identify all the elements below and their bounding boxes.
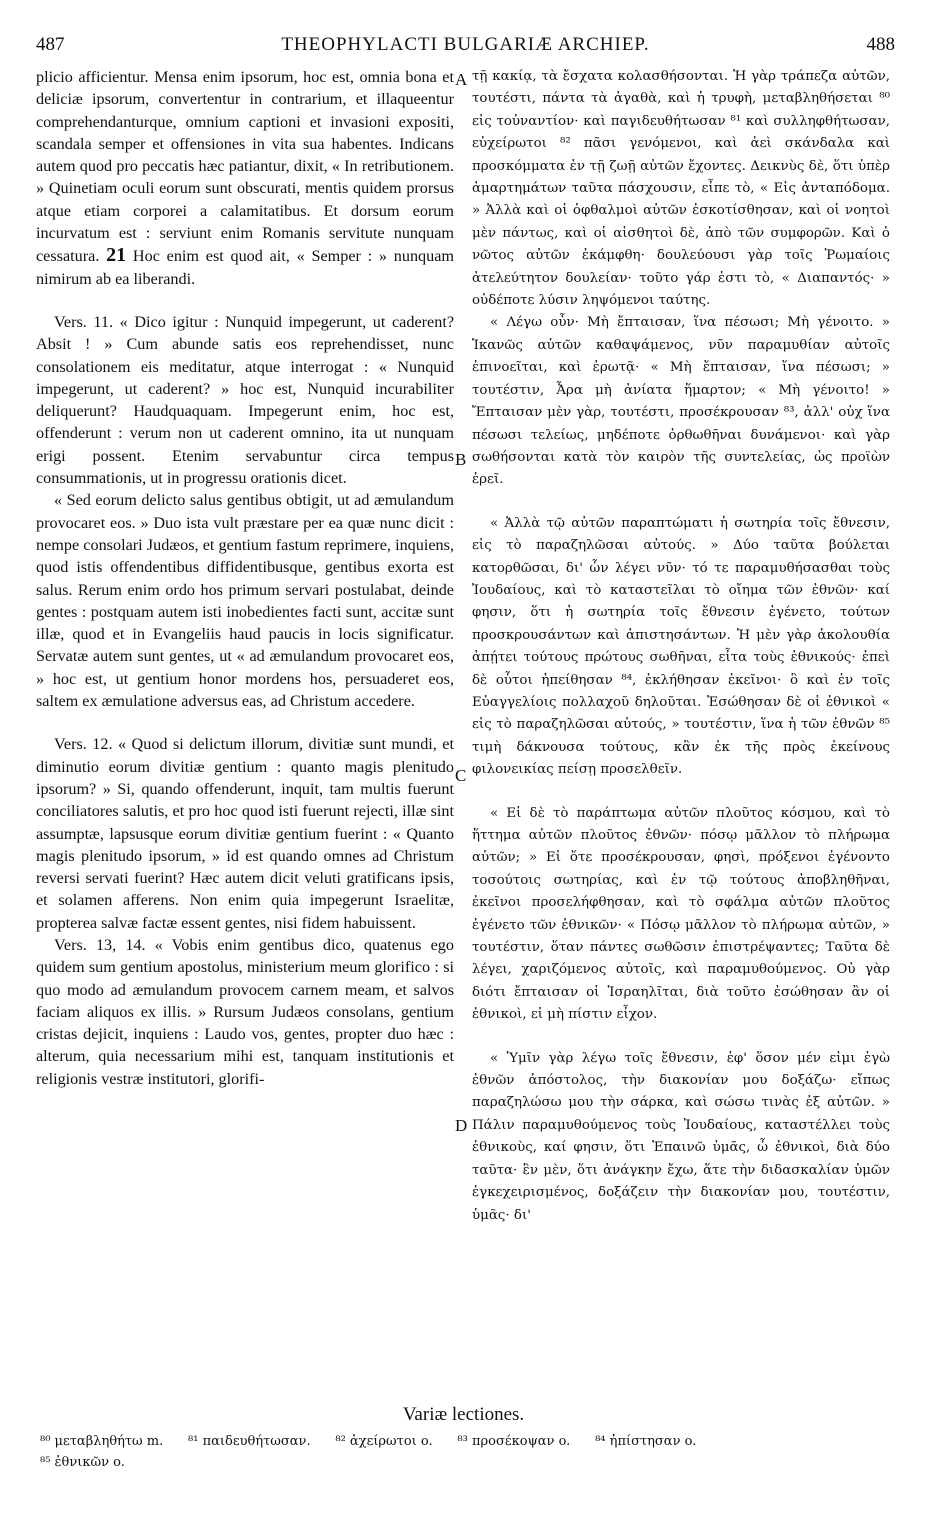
greek-paragraph: « Λέγω οὖν· Μὴ ἔπταισαν, ἵνα πέσωσι; Μὴ γένοιτο. » Ἱκανῶς αὐτῶν καθαψάμενος, νῦν παραμυθίαν αὐτοῖς ἐπινοεῖται, καὶ ἐρωτᾷ· « Μὴ ἔπταισαν, ἵνα πέσωσι; » τουτέστιν, Ἆρα μὴ ἀνίατα ἥμαρτον; « Μὴ γένοιτο! » Ἔπταισαν μὲν γὰρ, τουτέστι, προσέκρουσαν ⁸³, ἀλλ' οὐχ ἵνα πέσωσι τελείως, μηδέποτε ὀρθωθῆναι δυνάμενοι· καὶ γὰρ σωθήσονται κατὰ τὸν καιρὸν τῆς συντελείας, ὡς προϊὼν ἐρεῖ. <box>472 315 890 488</box>
greek-column <box>472 66 890 1227</box>
margin-letter-d: D <box>455 1116 468 1135</box>
latin-paragraph: « Sed eorum delicto salus gentibus obtigit, ut ad æmulandum provocaret eos. » Duo ista vult præstare per ea quæ nunc dicit : nempe consolari Judæos, et gentium fastum reprimere, inquiens, quod istis offendentibus diffidentibusque, gentibus exorta est salus. Rerum enim ordo hos primum servari postulabat, deinde gentes : postquam autem isti inobedientes facti sunt, accitæ sunt illæ, quod et in Evangeliis haud paucis in locis significatur. Servatæ autem sunt gentes, ut « ad æmulandum provocaret eos, » hoc est, ut gentium honor mordens hos, persuaderet eos, saltem ex æmulatione adversus eas, ad Christum accedere. <box>36 491 454 711</box>
greek-paragraph: « Ὑμῖν γὰρ λέγω τοῖς ἔθνεσιν, ἐφ' ὅσον μέν εἰμι ἐγὼ ἐθνῶν ἀπόστολος, τὴν διακονίαν μου δοξάζω· εἴπως παραζηλώσω μου τὴν σάρκα, καὶ σώσω τινὰς ἐξ αὐτῶν. » Πάλιν παραμυθούμενος τοὺς Ἰουδαίους, καταστέλλει τοὺς ἐθνικοὺς, καί φησιν, ὅτι Ἐπαινῶ ὑμᾶς, ὦ ἐθνικοὶ, διὰ δύο ταῦτα· ἓν μὲν, ὅτι ἀνάγκην ἔχω, ἅτε τὴν διδασκαλίαν ὑμῶν ἐγκεχειρισμένος, δοξάζειν τὴν διακονίαν μου, τουτέστιν, ὑμᾶς· δι' <box>472 1050 890 1223</box>
running-title: THEOPHYLACTI BULGARIÆ ARCHIEP. <box>281 34 650 55</box>
margin-letter-c: C <box>455 766 467 785</box>
greek-paragraph: « Εἰ δὲ τὸ παράπτωμα αὐτῶν πλοῦτος κόσμου, καὶ τὸ ἥττημα αὐτῶν πλοῦτος ἐθνῶν· πόσῳ μᾶλλον τὸ πλήρωμα αὐτῶν; » Εἰ ὅτε προσέκρουσαν, φησὶ, πρόξενοι ἐγένοντο τοσούτοις σωτηρίας, καὶ ἐν τῷ τούτους ἀποβληθῆναι, ἐκεῖνοι προσελήφθησαν, καὶ τὸ σφάλμα αὐτῶν πλοῦτος ἐγένετο τῶν ἐθνικῶν· « Πόσῳ μᾶλλον τὸ πλήρωμα αὐτῶν, » τουτέστιν, ὅταν πάντες σωθῶσιν ἐπιστρέψαντες; Ταῦτα δὲ λέγει, χαριζόμενος αὐτοῖς, καὶ παραμυθούμενος. Οὐ γὰρ διότι ἔπταισαν οἱ Ἰσραηλῖται, διὰ τοῦτο ἐσώθησαν ἂν οἱ ἐθνικοὶ, εἰ μὴ πίστιν εἶχον. <box>472 805 890 1023</box>
page-header <box>36 34 895 64</box>
latin-text: plicio afficientur. Mensa enim ipsorum, hoc est, omnia bona et deliciæ ipsorum, convertentur in contrarium, et illaqueentur comprehendanturque, omnium captioni et invasioni expositi, scandala semper et offensiones in vita sua habentes. Indicans autem quod pro peccatis hæc patiantur, dixit, « In retributionem. » Quinetiam oculi eorum sunt obscurati, mentis quidem prorsus atque etiam corporei a calamitatibus. Et dorsum eorum incurvatum est : serviunt enim Romanis servitute nunquam cessatura. <box>36 68 454 266</box>
latin-text: Hoc enim est quod ait, « Semper : » nunquam nimirum ab ea liberandi. <box>36 247 455 288</box>
latin-paragraph: Vers. 13, 14. « Vobis enim gentibus dico, quatenus ego quidem sum gentium apostolus, ministerium meum glorifico : si quo modo ad æmulandum provocem carnem meam, et salvos faciam aliquos ex illis. » Rursum Judæos consolans, gentium cristas dejicit, inquiens : Laudo vos, gentes, propter duo hæc : alterum, quia necessarium mihi est, tanquam institutionis et religionis vestræ institutori, glorifi- <box>36 935 454 1088</box>
margin-letter-b: B <box>455 450 467 469</box>
footnote-line: ⁸⁵ ἐθνικῶν o. <box>40 1455 125 1470</box>
page-number-left: 487 <box>36 34 65 55</box>
footnote-line: ⁸⁰ μεταβληθήτω m. ⁸¹ παιδευθήτωσαν. ⁸² ἀχείρωτοι o. ⁸³ προσέκοψαν o. ⁸⁴ ἠπίστησαν o. <box>40 1434 697 1449</box>
latin-paragraph: Vers. 11. « Dico igitur : Nunquid impegerunt, ut caderent? Absit ! » Cum abunde satis eos reprehendisset, nunc consolationem eis meditatur, atque interrogat : « Nunquid impegerunt, ut caderent? » hoc est, Nunquid incurabiliter deliquerunt? Haudquaquam. Impegerunt enim, hoc est, offenderunt : verum non ut caderent omnino, ita ut nunquam erigi possent. Etenim servabuntur circa tempus consummationis, ut in progressu orationis dicet. <box>36 312 454 488</box>
greek-paragraph: « Ἀλλὰ τῷ αὐτῶν παραπτώματι ἡ σωτηρία τοῖς ἔθνεσιν, εἰς τὸ παραζηλῶσαι αὐτούς. » Δύο ταῦτα βούλεται κατορθῶσαι, δι' ὧν λέγει νῦν· τό τε παραμυθήσασθαι τοὺς Ἰουδαίους, καὶ τὸ καταστεῖλαι τὸ οἴημα τῶν ἐθνῶν· καί φησιν, ὅτι ἡ σωτηρία τοῖς ἔθνεσιν ἐγένετο, τούτων προσκρουσάντων καὶ ἀπιστησάντων. Ἡ μὲν γὰρ ἀκολουθία ἀπῄτει τούτους πρώτους σωθῆναι, εἶτα τοὺς ἐθνικούς· ἐπεὶ δὲ οὗτοι ἠπείθησαν ⁸⁴, ἐκλήθησαν ἐκεῖνοι· ὃ καὶ ἐν τοῖς Εὐαγγελίοις πολλαχοῦ δηλοῦται. Ἐσώθησαν δὲ οἱ ἐθνικοὶ « εἰς τὸ παραζηλῶσαι αὐτούς, » τουτέστιν, ἵνα ἡ τῶν ἐθνῶν ⁸⁵ τιμὴ δάκνουσα τούτους, κἂν ἐκ τῆς πρὸς ἐκείνους φιλονεικίας πείσῃ προσελθεῖν. <box>472 515 890 778</box>
latin-paragraph: Vers. 12. « Quod si delictum illorum, divitiæ sunt mundi, et diminutio eorum divitiæ gentium : quanto magis plenitudo ipsorum? » Si, quando offenderunt, inquit, tam multis fuerunt conciliatores salutis, et pro hoc quod isti fuerunt rejecti, illæ sint assumptæ, lapsusque eorum divitiæ gentium fuerint : « Quanto magis plenitudo ipsorum, » id est quando omnes ad Christum reversi servati fuerint? Hæc autem dicit veluti gratificans ipsis, et solamen afferens. Non enim quia impegerunt Israelitæ, propterea salvæ factæ essent gentes, nisi fidem habuissent. <box>36 735 454 932</box>
column-number: 21 <box>106 244 127 267</box>
latin-paragraph <box>36 66 454 290</box>
latin-column <box>36 66 454 1090</box>
variae-lectiones-heading: Variæ lectiones. <box>402 1404 525 1425</box>
greek-paragraph: τῇ κακίᾳ, τὰ ἔσχατα κολασθήσονται. Ἡ γὰρ τράπεζα αὐτῶν, τουτέστι, πάντα τὰ ἀγαθὰ, καὶ ἡ τρυφὴ, μεταβληθήσεται ⁸⁰ εἰς τοὐναντίον· καὶ παγιδευθήτωσαν ⁸¹ καὶ συλληφθήτωσαν, εὐχείρωτοι ⁸² πᾶσι γενόμενοι, καὶ ἀεὶ σκάνδαλα καὶ προσκόμματα ἐν τῇ ζωῇ αὐτῶν ἔχοντες. Δεικνὺς δὲ, ὅτι ὑπὲρ ἁμαρτημάτων ταῦτα πάσχουσιν, εἶπε τὸ, « Εἰς ἀνταπόδομα. » Ἀλλὰ καὶ οἱ ὀφθαλμοὶ αὐτῶν ἐσκοτίσθησαν, καὶ οἱ νοητοὶ μὲν πάντως, καὶ οἱ αἰσθητοὶ δὲ, ἀπὸ τῶν συμφορῶν. Καὶ ὁ νῶτος αὐτῶν ἐκάμφθη· δουλεύουσι γὰρ τοῖς Ῥωμαίοις ἀτελεύτητον δουλείαν· τοῦτο γάρ ἐστι τὸ, « Διαπαντός· » οὐδέποτε λύσιν ληψόμενοι ταύτης. <box>472 69 890 309</box>
page-number-right: 488 <box>866 34 895 55</box>
margin-letter-a: A <box>455 70 468 89</box>
